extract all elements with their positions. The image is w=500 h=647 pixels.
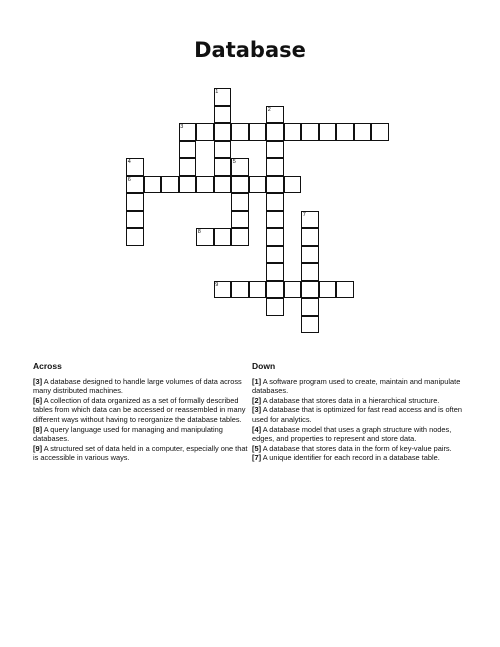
grid-cell[interactable] — [301, 123, 319, 141]
grid-cell[interactable] — [214, 228, 232, 246]
across-clues — [33, 362, 251, 463]
grid-cell[interactable] — [266, 246, 284, 264]
clue-number-7: 7 — [302, 211, 306, 218]
grid-cell[interactable] — [354, 123, 372, 141]
grid-cell[interactable] — [301, 316, 319, 334]
grid-cell[interactable] — [301, 298, 319, 316]
clue-number-6: 6 — [127, 176, 131, 183]
grid-cell[interactable] — [319, 123, 337, 141]
grid-cell[interactable] — [284, 123, 302, 141]
grid-cell[interactable] — [179, 176, 197, 194]
grid-cell[interactable] — [284, 176, 302, 194]
grid-cell[interactable] — [231, 123, 249, 141]
grid-cell[interactable] — [301, 281, 319, 299]
clue-number-2: 2 — [267, 106, 271, 113]
grid-cell[interactable] — [249, 123, 267, 141]
down-clue-4: [4] A database model that uses a graph structure with nodes, edges, and properties to represent and store data. — [252, 424, 452, 444]
grid-cell[interactable] — [266, 263, 284, 281]
grid-cell[interactable] — [231, 193, 249, 211]
grid-cell[interactable] — [214, 176, 232, 194]
down-clue-3: [3] A database that is optimized for fast read access and is often used for analytics. — [252, 405, 462, 424]
grid-cell[interactable] — [231, 228, 249, 246]
puzzle-title: Database — [194, 38, 306, 62]
grid-cell[interactable] — [231, 176, 249, 194]
down-clue-5: [5] A database that stores data in the form of key-value pairs. — [252, 443, 452, 453]
grid-cell[interactable] — [214, 123, 232, 141]
grid-cell[interactable] — [266, 193, 284, 211]
clue-number-4: 4 — [127, 159, 131, 166]
down-clue-1: [1] A software program used to create, maintain and manipulate databases. — [252, 376, 461, 396]
grid-cell[interactable] — [196, 176, 214, 194]
grid-cell[interactable] — [266, 211, 284, 229]
down-clue-7: [7] A unique identifier for each record in a database table. — [252, 453, 440, 463]
clue-number-3: 3 — [180, 124, 184, 131]
grid-cell[interactable] — [214, 158, 232, 176]
down-heading: Down — [252, 361, 276, 371]
grid-cell[interactable] — [231, 211, 249, 229]
across-clue-9: [9] A structured set of data held in a computer, especially one that is accessible in various ways. — [33, 443, 248, 463]
grid-cell[interactable] — [266, 141, 284, 159]
grid-cell[interactable] — [126, 193, 144, 211]
grid-cell[interactable] — [301, 228, 319, 246]
grid-cell[interactable] — [266, 298, 284, 316]
grid-cell[interactable] — [266, 123, 284, 141]
across-heading: Across — [33, 361, 62, 371]
grid-cell[interactable] — [179, 141, 197, 159]
grid-cell[interactable] — [266, 158, 284, 176]
clue-number-1: 1 — [215, 89, 219, 96]
grid-cell[interactable] — [144, 176, 162, 194]
grid-cell[interactable] — [266, 176, 284, 194]
grid-cell[interactable] — [319, 281, 337, 299]
grid-cell[interactable] — [196, 123, 214, 141]
grid-cell[interactable] — [126, 228, 144, 246]
grid-cell[interactable] — [284, 281, 302, 299]
clue-number-8: 8 — [197, 229, 201, 236]
clue-number-5: 5 — [232, 159, 236, 166]
grid-cell[interactable] — [214, 106, 232, 124]
grid-cell[interactable] — [161, 176, 179, 194]
clue-number-9: 9 — [215, 281, 219, 288]
grid-cell[interactable] — [266, 281, 284, 299]
grid-cell[interactable] — [266, 228, 284, 246]
across-clue-3: [3] A database designed to handle large volumes of data across many distributed machines. — [33, 376, 242, 396]
grid-cell[interactable] — [301, 263, 319, 281]
across-clue-6: [6] A collection of data organized as a set of formally described tables from which data can be accessed or reassembled in many different ways without having to reorganize the database tables. — [33, 395, 246, 424]
grid-cell[interactable] — [249, 176, 267, 194]
grid-cell[interactable] — [301, 246, 319, 264]
grid-cell[interactable] — [336, 281, 354, 299]
down-clue-2: [2] A database that stores data in a hierarchical structure. — [252, 395, 440, 405]
down-clues — [252, 362, 470, 463]
grid-cell[interactable] — [231, 281, 249, 299]
grid-cell[interactable] — [249, 281, 267, 299]
grid-cell[interactable] — [179, 158, 197, 176]
across-clue-8: [8] A query language used for managing and manipulating databases. — [33, 424, 223, 444]
grid-cell[interactable] — [126, 211, 144, 229]
grid-cell[interactable] — [336, 123, 354, 141]
grid-cell[interactable] — [214, 141, 232, 159]
grid-cell[interactable] — [371, 123, 389, 141]
